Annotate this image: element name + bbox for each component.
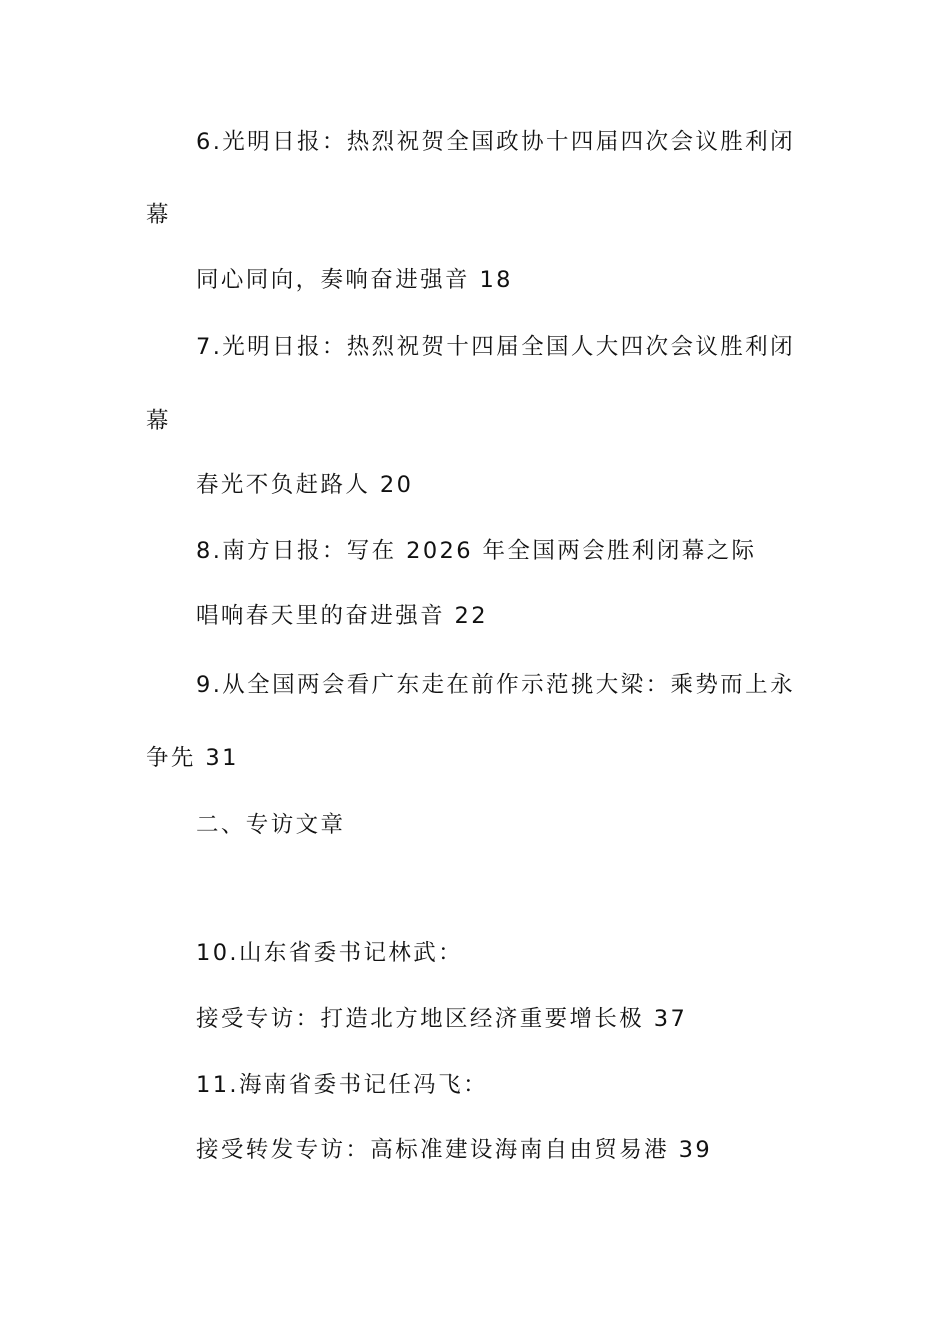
toc-item-7-line-1: 7.光明日报：热烈祝贺十四届全国人大四次会议胜利闭	[196, 334, 795, 360]
toc-item-11-line-1: 11.海南省委书记任冯飞：	[196, 1072, 488, 1098]
toc-item-9-line-1: 9.从全国两会看广东走在前作示范挑大梁：乘势而上永	[196, 672, 795, 698]
toc-item-6-line-2: 幕	[146, 202, 171, 228]
toc-item-10-line-1: 10.山东省委书记林武：	[196, 940, 464, 966]
toc-item-8-line-1: 8.南方日报：写在 2026 年全国两会胜利闭幕之际	[196, 538, 757, 564]
toc-item-11-line-2: 接受转发专访：高标准建设海南自由贸易港 39	[196, 1137, 713, 1163]
toc-item-6-line-1: 6.光明日报：热烈祝贺全国政协十四届四次会议胜利闭	[196, 129, 795, 155]
toc-item-9-line-2: 争先 31	[146, 745, 239, 771]
toc-item-7-line-3: 春光不负赶路人 20	[196, 472, 414, 498]
toc-item-8-line-2: 唱响春天里的奋进强音 22	[196, 603, 488, 629]
toc-item-6-line-3: 同心同向，奏响奋进强音 18	[196, 267, 513, 293]
toc-item-10-line-2: 接受专访：打造北方地区经济重要增长极 37	[196, 1006, 688, 1032]
toc-item-7-line-2: 幕	[146, 408, 171, 434]
section-heading-interviews: 二、专访文章	[196, 812, 346, 838]
